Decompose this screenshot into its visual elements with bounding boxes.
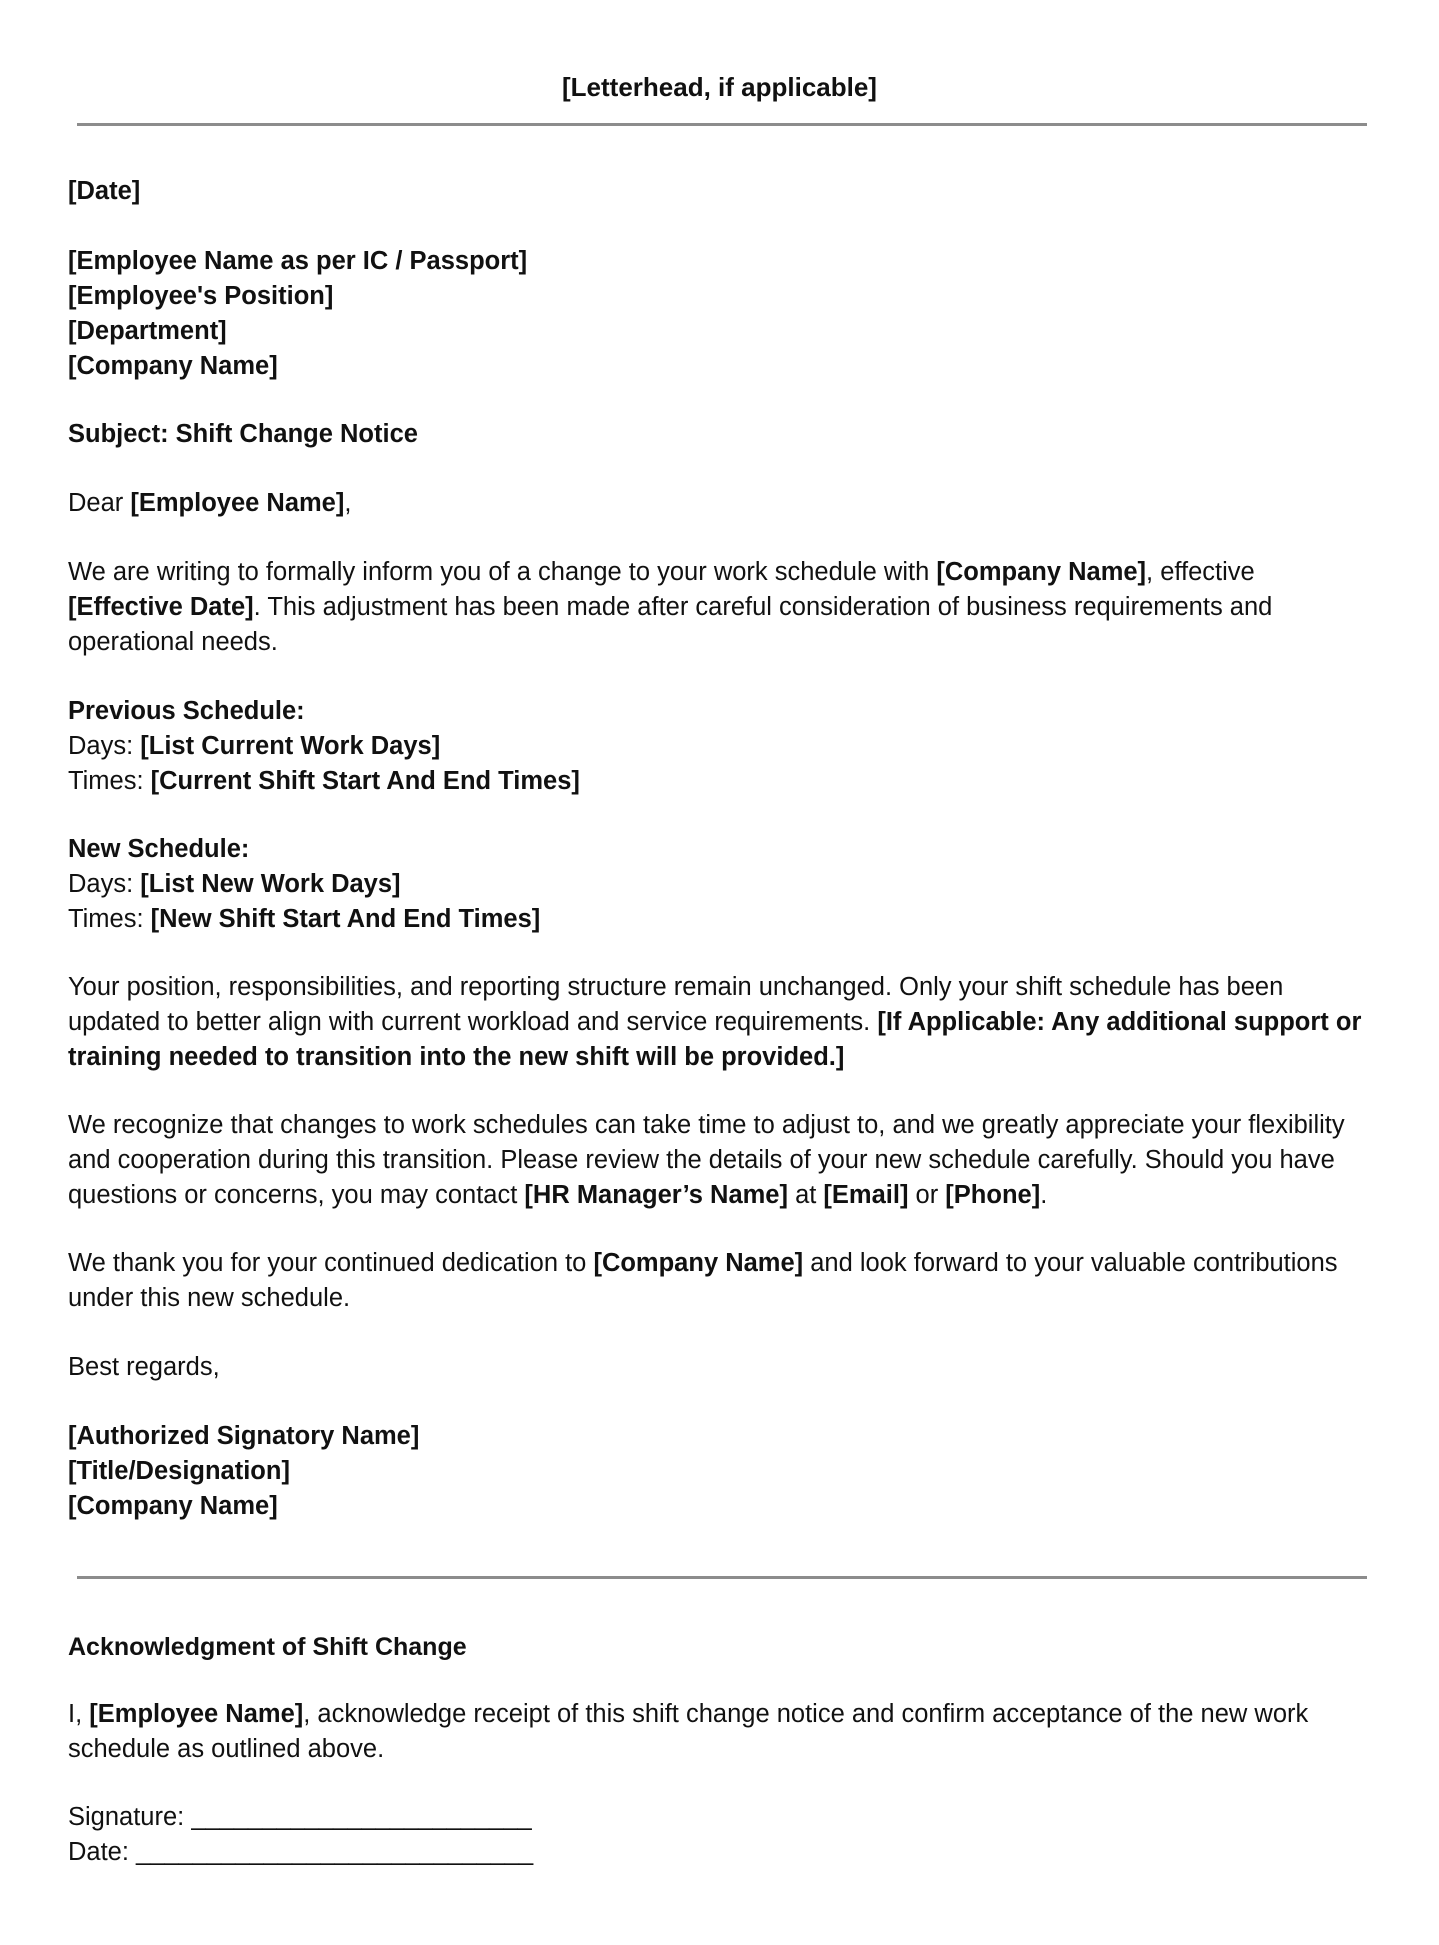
days-label: Days: <box>68 732 141 760</box>
company-name-placeholder: [Company Name] <box>936 558 1147 586</box>
new-days-value: [List New Work Days] <box>140 870 401 898</box>
signature-block <box>68 1800 1368 1870</box>
acknowledgment-title: Acknowledgment of Shift Change <box>68 1633 467 1661</box>
paragraph-thanks <box>68 1246 1368 1316</box>
previous-days-value: [List Current Work Days] <box>140 732 441 760</box>
new-schedule-heading: New Schedule: <box>68 835 250 863</box>
recipient-company: [Company Name] <box>68 352 278 380</box>
paragraph-text: We are writing to formally inform you of a change to your work schedule with <box>68 558 937 586</box>
paragraph-text: I, <box>68 1700 90 1728</box>
days-label: Days: <box>68 870 141 898</box>
new-days-row <box>68 867 1368 902</box>
previous-times-row <box>68 764 1368 799</box>
signatory-block <box>68 1419 1368 1524</box>
signature-line: Signature: ________________________ <box>68 1803 532 1831</box>
recipient-position: [Employee's Position] <box>68 282 334 310</box>
subject-block <box>68 417 1368 452</box>
previous-schedule <box>68 694 1368 799</box>
phone-placeholder: [Phone] <box>945 1181 1041 1209</box>
signatory-company: [Company Name] <box>68 1492 278 1520</box>
paragraph-text: We recognize that changes to work schedules can take time to adjust to, and we greatly appreciate your flexibility and cooperation during this transition. Please review the details of your new schedule carefully. Should you have questions or concerns, you may contact <box>68 1111 1345 1209</box>
bottom-divider <box>77 1576 1367 1579</box>
employee-name-placeholder: [Employee Name] <box>89 1700 304 1728</box>
paragraph-text: or <box>908 1181 946 1209</box>
paragraph-text: at <box>787 1181 824 1209</box>
paragraph-intro <box>68 555 1368 660</box>
acknowledgment-text <box>68 1697 1368 1767</box>
signatory-name: [Authorized Signatory Name] <box>68 1422 420 1450</box>
closing <box>68 1350 1368 1385</box>
salutation-suffix: , <box>344 489 352 517</box>
paragraph-text: and look forward to your valuable contributions under this new schedule. <box>68 1249 1338 1312</box>
paragraph-text: Your position, responsibilities, and reporting structure remain unchanged. Only your shift schedule has been updated to better align with current workload and service requirements. <box>68 973 1284 1036</box>
date-block <box>68 174 1368 209</box>
effective-date-placeholder: [Effective Date] <box>68 593 254 621</box>
new-schedule <box>68 832 1368 937</box>
salutation-name: [Employee Name] <box>130 489 345 517</box>
new-times-value: [New Shift Start And End Times] <box>150 905 541 933</box>
hr-manager-placeholder: [HR Manager’s Name] <box>524 1181 788 1209</box>
signatory-title: [Title/Designation] <box>68 1457 290 1485</box>
subject-line: Subject: Shift Change Notice <box>68 420 418 448</box>
additional-support-placeholder: [If Applicable: Any additional support or training needed to transition into the new shift will be provided.] <box>68 1008 1362 1071</box>
previous-schedule-heading: Previous Schedule: <box>68 697 305 725</box>
paragraph-text: , acknowledge receipt of this shift change notice and confirm acceptance of the new work schedule as outlined above. <box>68 1700 1309 1763</box>
email-placeholder: [Email] <box>823 1181 909 1209</box>
date-placeholder: [Date] <box>68 177 141 205</box>
letterhead: [Letterhead, if applicable] <box>562 72 877 102</box>
closing-text: Best regards, <box>68 1353 220 1381</box>
paragraph-contact <box>68 1108 1368 1213</box>
times-label: Times: <box>68 905 151 933</box>
paragraph-text: We thank you for your continued dedication to <box>68 1249 594 1277</box>
previous-times-value: [Current Shift Start And End Times] <box>150 767 580 795</box>
salutation-prefix: Dear <box>68 489 131 517</box>
new-times-row <box>68 902 1368 937</box>
recipient-name: [Employee Name as per IC / Passport] <box>68 247 528 275</box>
previous-days-row <box>68 729 1368 764</box>
salutation <box>68 486 1368 521</box>
times-label: Times: <box>68 767 151 795</box>
recipient-department: [Department] <box>68 317 227 345</box>
paragraph-text: , effective <box>1146 558 1255 586</box>
top-divider <box>77 123 1367 126</box>
date-line: Date: ____________________________ <box>68 1838 534 1866</box>
recipient-block <box>68 244 1368 384</box>
paragraph-position <box>68 970 1368 1075</box>
company-name-placeholder: [Company Name] <box>593 1249 804 1277</box>
paragraph-text: . <box>1040 1181 1048 1209</box>
paragraph-text: . This adjustment has been made after careful consideration of business requirements and operational needs. <box>68 593 1273 656</box>
